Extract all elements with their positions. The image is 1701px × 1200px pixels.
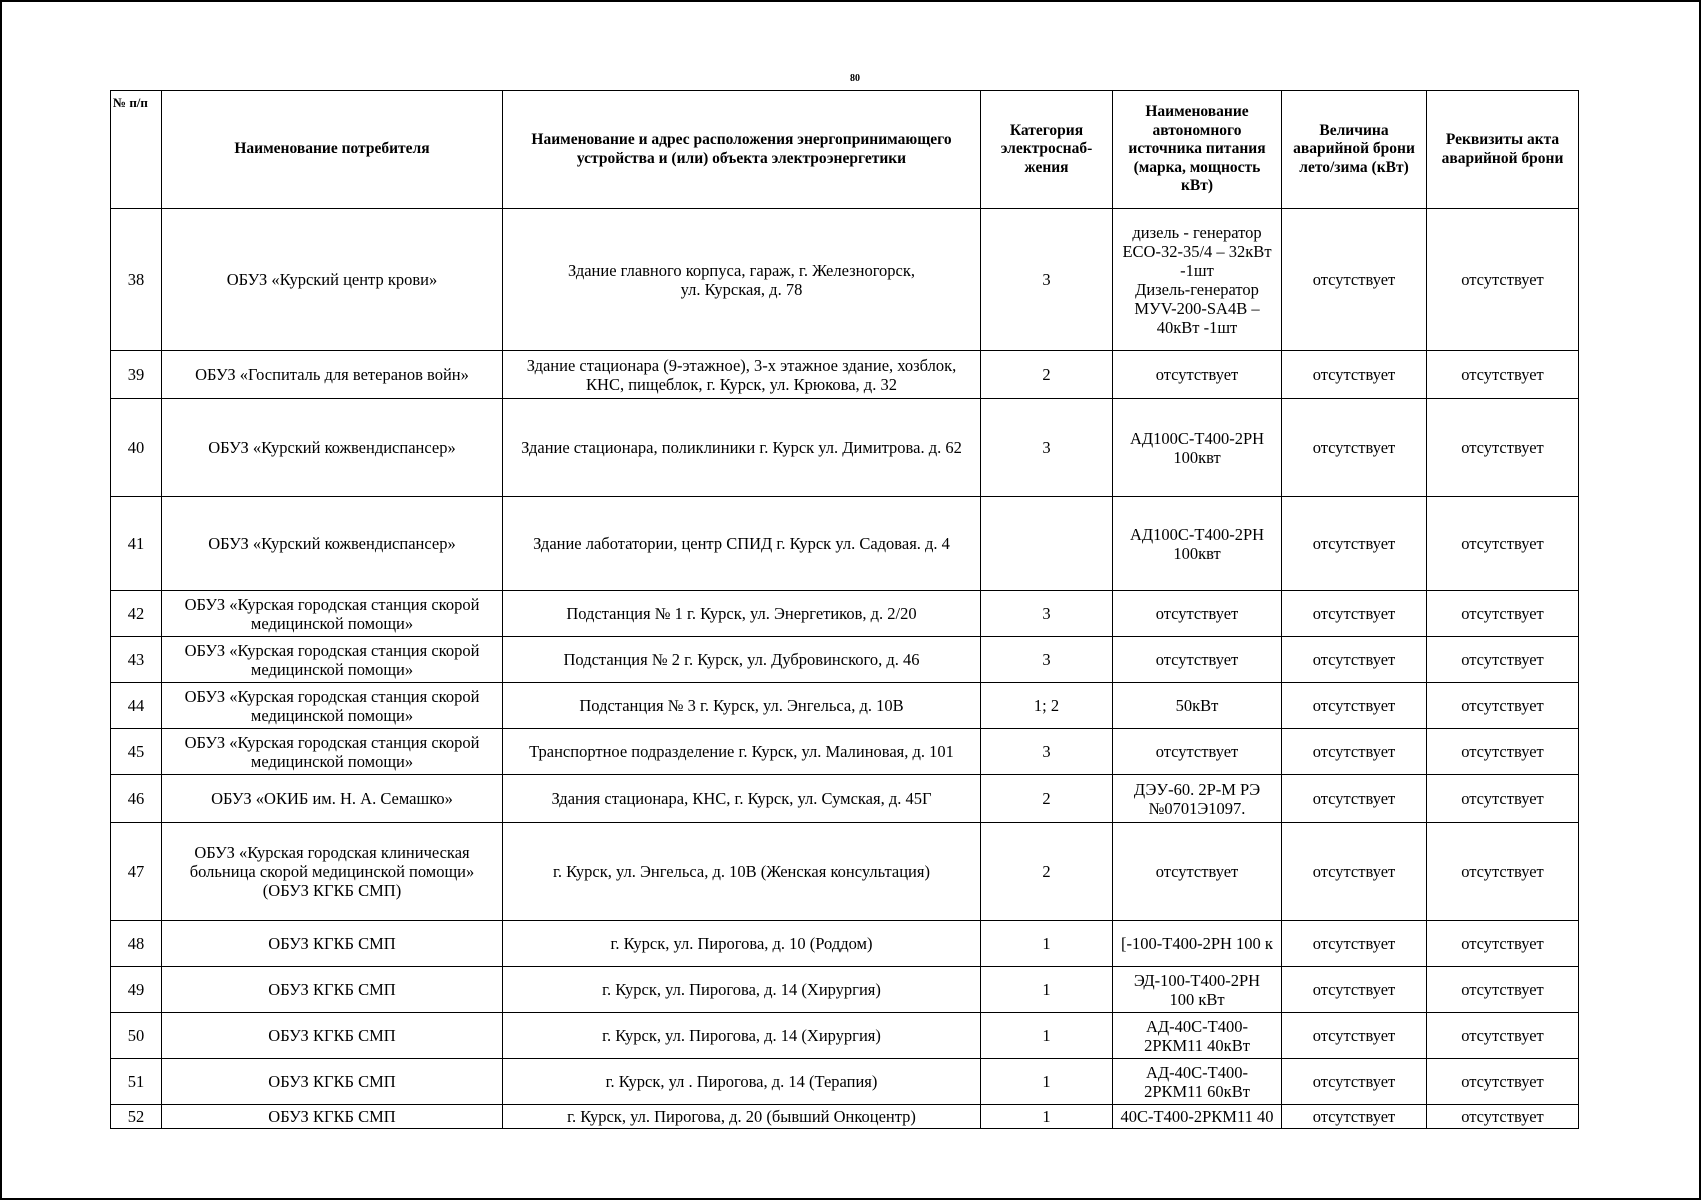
cell-act-details [1427,399,1579,497]
cell-row-number [111,637,162,683]
act-details-text: отсутствует [1461,1107,1544,1126]
cell-act-details [1427,775,1579,823]
cell-consumer-name [162,1059,503,1105]
row-number-text: 52 [127,1107,145,1126]
act-details-text: отсутствует [1461,365,1544,384]
supply-category-text: 1 [1042,1072,1051,1091]
cell-reserve-value [1282,967,1427,1013]
table-row [111,1059,1579,1105]
act-details-text: отсутствует [1461,270,1544,289]
reserve-value-text: отсутствует [1312,365,1396,384]
cell-power-source [1113,399,1282,497]
cell-object-address [503,683,981,729]
power-source-text: отсутствует [1155,650,1239,669]
row-number-text: 41 [127,534,145,553]
object-address-text: Здание главного корпуса, гараж, г. Железногорск, ул. Курская, д. 78 [567,260,916,299]
object-address-text: г. Курск, ул . Пирогова, д. 14 (Терапия) [605,1072,878,1091]
consumer-name-text: ОБУЗ «Курский центр крови» [226,270,438,289]
power-source-text: 50кВт [1175,696,1219,715]
cell-act-details [1427,1059,1579,1105]
act-details-text: отсутствует [1461,438,1544,457]
cell-reserve-value [1282,1059,1427,1105]
row-number-text: 46 [127,789,145,808]
object-address-text: Подстанция № 1 г. Курск, ул. Энергетиков, д. 2/20 [566,604,917,623]
row-number-text: 45 [127,742,145,761]
supply-category-text: 2 [1042,862,1051,881]
cell-row-number [111,497,162,591]
cell-object-address [503,775,981,823]
cell-reserve-value [1282,1105,1427,1129]
act-details-text: отсутствует [1461,650,1544,669]
cell-supply-category [981,591,1113,637]
row-number-text: 50 [127,1026,145,1045]
cell-act-details [1427,591,1579,637]
cell-supply-category [981,1059,1113,1105]
reserve-value-text: отсутствует [1312,934,1396,953]
reserve-value-text: отсутствует [1312,862,1396,881]
cell-supply-category [981,399,1113,497]
table-row [111,967,1579,1013]
power-source-text: отсутствует [1155,862,1239,881]
power-source-text: отсутствует [1155,365,1239,384]
cell-act-details [1427,729,1579,775]
consumer-name-text: ОБУЗ «Курская городская станция скорой медицинской помощи» [184,686,480,725]
cell-act-details [1427,497,1579,591]
cell-reserve-value [1282,209,1427,351]
consumer-name-text: ОБУЗ «Госпиталь для ветеранов войн» [195,365,469,384]
cell-object-address [503,1059,981,1105]
row-number-text: 49 [127,980,145,999]
supply-category-text: 1; 2 [1033,696,1060,715]
row-number-text: 38 [127,270,145,289]
object-address-text: Транспортное подразделение г. Курск, ул. Малиновая, д. 101 [529,742,954,761]
object-address-text: Здание стационара, поликлиники г. Курск ул. Димитрова. д. 62 [521,438,962,457]
cell-object-address [503,591,981,637]
cell-object-address [503,1105,981,1129]
table-row [111,637,1579,683]
cell-object-address [503,209,981,351]
cell-supply-category [981,1105,1113,1129]
cell-power-source [1113,967,1282,1013]
consumer-name-text: ОБУЗ КГКБ СМП [268,1026,396,1045]
table-row [111,1013,1579,1059]
table-row [111,591,1579,637]
cell-reserve-value [1282,823,1427,921]
cell-object-address [503,399,981,497]
supply-category-text: 1 [1042,980,1051,999]
cell-consumer-name [162,683,503,729]
row-number-text: 47 [127,862,145,881]
col-header-act-details: Реквизиты акта аварийной брони [1427,91,1579,209]
cell-consumer-name [162,497,503,591]
cell-reserve-value [1282,775,1427,823]
cell-supply-category [981,637,1113,683]
cell-reserve-value [1282,399,1427,497]
power-source-text: АД100С-Т400-2РН 100квт [1129,524,1265,563]
cell-act-details [1427,683,1579,729]
consumer-name-text: ОБУЗ «Курский кожвендиспансер» [208,438,456,457]
col-header-reserve-value: Величина аварийной брони лето/зима (кВт) [1282,91,1427,209]
cell-consumer-name [162,637,503,683]
cell-reserve-value [1282,591,1427,637]
row-number-text: 43 [127,650,145,669]
col-header-address: Наименование и адрес расположения энергопринимающего устройства и (или) объекта электроэнергетики [503,91,981,209]
cell-supply-category [981,209,1113,351]
supply-category-text: 3 [1042,650,1051,669]
power-source-text: ДЭУ-60. 2Р-М РЭ №0701Э1097. [1133,779,1261,818]
power-source-text: [-100-Т400-2РН 100 к [1121,934,1273,953]
cell-act-details [1427,1105,1579,1129]
cell-power-source [1113,637,1282,683]
cell-power-source [1113,497,1282,591]
consumer-name-text: ОБУЗ «Курский кожвендиспансер» [208,534,456,553]
consumer-name-text: ОБУЗ «Курская городская клиническая больница скорой медицинской помощи» (ОБУЗ КГКБ СМП) [189,843,475,900]
row-number-text: 39 [127,365,145,384]
col-header-consumer: Наименование потребителя [162,91,503,209]
object-address-text: Здания стационара, КНС, г. Курск, ул. Сумская, д. 45Г [551,789,932,808]
cell-act-details [1427,351,1579,399]
supply-category-text: 1 [1042,1107,1051,1126]
emergency-reserve-table [110,90,1579,1129]
cell-act-details [1427,637,1579,683]
cell-supply-category [981,823,1113,921]
consumer-name-text: ОБУЗ «Курская городская станция скорой медицинской помощи» [184,594,480,633]
table-row [111,775,1579,823]
col-header-power-source: Наименование автономного источника питания (марка, мощность кВт) [1113,91,1282,209]
reserve-value-text: отсутствует [1312,980,1396,999]
cell-row-number [111,967,162,1013]
object-address-text: г. Курск, ул. Пирогова, д. 14 (Хирургия) [602,980,881,999]
supply-category-text: 3 [1042,604,1051,623]
act-details-text: отсутствует [1461,934,1544,953]
cell-row-number [111,399,162,497]
cell-supply-category [981,1013,1113,1059]
cell-supply-category [981,967,1113,1013]
cell-power-source [1113,1013,1282,1059]
act-details-text: отсутствует [1461,1026,1544,1045]
col-header-category: Категория электроснаб-жения [981,91,1113,209]
cell-consumer-name [162,399,503,497]
supply-category-text: 2 [1042,789,1051,808]
reserve-value-text: отсутствует [1312,604,1396,623]
cell-power-source [1113,775,1282,823]
supply-category-text: 1 [1042,1026,1051,1045]
supply-category-text: 3 [1042,742,1051,761]
cell-power-source [1113,683,1282,729]
cell-consumer-name [162,1013,503,1059]
reserve-value-text: отсутствует [1312,696,1396,715]
consumer-name-text: ОБУЗ «Курская городская станция скорой медицинской помощи» [184,732,480,771]
object-address-text: г. Курск, ул. Пирогова, д. 10 (Роддом) [610,934,873,953]
object-address-text: Здание лаботатории, центр СПИД г. Курск ул. Садовая. д. 4 [533,534,950,553]
row-number-text: 40 [127,438,145,457]
act-details-text: отсутствует [1461,696,1544,715]
cell-act-details [1427,967,1579,1013]
consumer-name-text: ОБУЗ КГКБ СМП [268,1072,396,1091]
header-row [111,91,1579,209]
cell-supply-category [981,775,1113,823]
cell-object-address [503,497,981,591]
cell-consumer-name [162,729,503,775]
cell-object-address [503,967,981,1013]
cell-object-address [503,921,981,967]
cell-row-number [111,823,162,921]
cell-consumer-name [162,1105,503,1129]
cell-object-address [503,823,981,921]
consumer-name-text: ОБУЗ КГКБ СМП [268,934,396,953]
act-details-text: отсутствует [1461,980,1544,999]
table-row [111,351,1579,399]
cell-row-number [111,1105,162,1129]
object-address-text: г. Курск, ул. Пирогова, д. 14 (Хирургия) [602,1026,881,1045]
table-row [111,399,1579,497]
cell-power-source [1113,823,1282,921]
cell-reserve-value [1282,729,1427,775]
cell-object-address [503,729,981,775]
cell-power-source [1113,351,1282,399]
act-details-text: отсутствует [1461,534,1544,553]
cell-supply-category [981,351,1113,399]
table-row [111,683,1579,729]
reserve-value-text: отсутствует [1312,789,1396,808]
act-details-text: отсутствует [1461,742,1544,761]
cell-reserve-value [1282,497,1427,591]
cell-row-number [111,1059,162,1105]
cell-consumer-name [162,591,503,637]
table-row [111,729,1579,775]
reserve-value-text: отсутствует [1312,742,1396,761]
consumer-name-text: ОБУЗ КГКБ СМП [268,980,396,999]
power-source-text: АД-40С-Т400- 2РКМ11 60кВт [1144,1062,1250,1101]
object-address-text: Здание стационара (9-этажное), 3-х этажное здание, хозблок, КНС, пищеблок, г. Курск, ул. Крюкова, д. 32 [526,355,957,394]
reserve-value-text: отсутствует [1312,1026,1396,1045]
cell-row-number [111,351,162,399]
reserve-value-text: отсутствует [1312,438,1396,457]
power-source-text: АД-40С-Т400- 2РКМ11 40кВт [1144,1016,1250,1055]
cell-power-source [1113,1059,1282,1105]
cell-row-number [111,729,162,775]
table-row [111,209,1579,351]
cell-consumer-name [162,921,503,967]
cell-object-address [503,637,981,683]
cell-act-details [1427,823,1579,921]
cell-supply-category [981,921,1113,967]
row-number-text: 51 [127,1072,145,1091]
consumer-name-text: ОБУЗ «Курская городская станция скорой медицинской помощи» [184,640,480,679]
act-details-text: отсутствует [1461,862,1544,881]
reserve-value-text: отсутствует [1312,534,1396,553]
power-source-text: 40С-Т400-2РКМ11 40 [1120,1107,1274,1126]
cell-reserve-value [1282,1013,1427,1059]
reserve-value-text: отсутствует [1312,650,1396,669]
cell-row-number [111,775,162,823]
cell-consumer-name [162,967,503,1013]
cell-reserve-value [1282,921,1427,967]
supply-category-text: 1 [1042,934,1051,953]
cell-object-address [503,351,981,399]
row-number-text: 42 [127,604,145,623]
col-header-number: № п/п [111,91,162,209]
consumer-name-text: ОБУЗ «ОКИБ им. Н. А. Семашко» [211,789,453,808]
cell-supply-category [981,497,1113,591]
cell-power-source [1113,921,1282,967]
object-address-text: г. Курск, ул. Пирогова, д. 20 (бывший Онкоцентр) [567,1107,916,1126]
cell-reserve-value [1282,637,1427,683]
power-source-text: АД100С-Т400-2РН 100квт [1129,428,1265,467]
cell-row-number [111,683,162,729]
cell-consumer-name [162,775,503,823]
object-address-text: г. Курск, ул. Энгельса, д. 10В (Женская консультация) [553,862,930,881]
cell-object-address [503,1013,981,1059]
cell-row-number [111,591,162,637]
cell-act-details [1427,209,1579,351]
act-details-text: отсутствует [1461,789,1544,808]
cell-reserve-value [1282,683,1427,729]
supply-category-text: 3 [1042,270,1051,289]
reserve-value-text: отсутствует [1312,1072,1396,1091]
table-row [111,1105,1579,1129]
supply-category-text: 2 [1042,365,1051,384]
supply-category-text: 3 [1042,438,1051,457]
object-address-text: Подстанция № 2 г. Курск, ул. Дубровинского, д. 46 [563,650,920,669]
act-details-text: отсутствует [1461,1072,1544,1091]
cell-reserve-value [1282,351,1427,399]
object-address-text: Подстанция № 3 г. Курск, ул. Энгельса, д. 10В [579,696,904,715]
cell-row-number [111,1013,162,1059]
cell-consumer-name [162,351,503,399]
cell-row-number [111,921,162,967]
cell-power-source [1113,209,1282,351]
power-source-text: дизель - генератор ЕСО-32-35/4 – 32кВт -1шт Дизель-генератор МУV-200-SA4B – 40кВт -1шт [1122,222,1272,337]
reserve-value-text: отсутствует [1312,1107,1396,1126]
cell-power-source [1113,729,1282,775]
cell-act-details [1427,921,1579,967]
consumer-name-text: ОБУЗ КГКБ СМП [268,1107,396,1126]
power-source-text: отсутствует [1155,604,1239,623]
power-source-text: отсутствует [1155,742,1239,761]
act-details-text: отсутствует [1461,604,1544,623]
cell-supply-category [981,729,1113,775]
table-row [111,497,1579,591]
cell-supply-category [981,683,1113,729]
table-row [111,921,1579,967]
power-source-text: ЭД-100-Т400-2РН 100 кВт [1133,970,1261,1009]
row-number-text: 48 [127,934,145,953]
cell-power-source [1113,1105,1282,1129]
page-number: 80 [850,73,860,84]
cell-power-source [1113,591,1282,637]
reserve-value-text: отсутствует [1312,270,1396,289]
row-number-text: 44 [127,696,145,715]
cell-row-number [111,209,162,351]
cell-consumer-name [162,823,503,921]
cell-act-details [1427,1013,1579,1059]
cell-consumer-name [162,209,503,351]
table-row [111,823,1579,921]
